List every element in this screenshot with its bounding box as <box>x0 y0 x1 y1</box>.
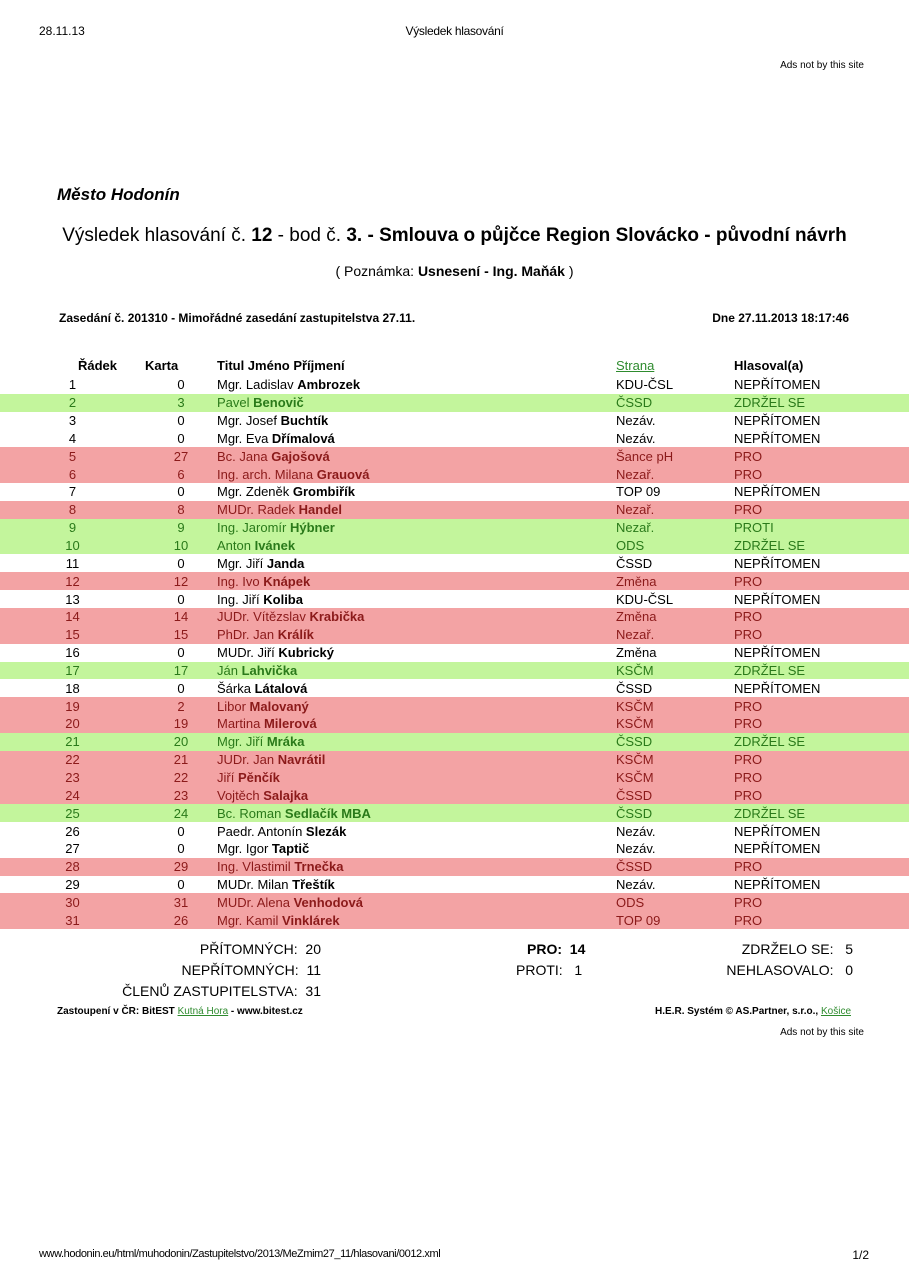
vote-datetime: Dne 27.11.2013 18:17:46 <box>712 311 849 325</box>
member-name <box>217 858 616 876</box>
member-surname: Trnečka <box>294 859 344 875</box>
member-vote: NEPŘÍTOMEN <box>734 413 821 429</box>
member-name <box>217 644 616 662</box>
card-number: 17 <box>173 662 189 678</box>
proti-count: PROTI: 1 <box>516 962 583 978</box>
member-title-firstname: Ing. Jiří <box>217 591 264 607</box>
row-number: 8 <box>68 502 77 518</box>
member-name <box>217 501 616 519</box>
vote-subject: Smlouva o půjčce Region Slovácko - původní návrh <box>379 225 847 246</box>
card-number: 10 <box>173 538 189 554</box>
member-vote: PRO <box>734 716 763 732</box>
row-number: 23 <box>65 769 80 785</box>
member-surname: Malovaný <box>249 698 309 714</box>
col-party[interactable] <box>616 354 734 376</box>
pro-count: PRO: 14 <box>527 941 586 957</box>
card-number: 14 <box>173 609 189 625</box>
member-name <box>217 447 616 465</box>
member-vote: PRO <box>734 573 763 589</box>
col-name: Titul Jméno Příjmení <box>217 357 345 373</box>
member-party: ODS <box>616 894 645 910</box>
member-title-firstname: Ján <box>217 662 242 678</box>
row-number: 14 <box>65 609 80 625</box>
row-number: 5 <box>68 448 77 464</box>
member-party: Nezáv. <box>616 430 656 446</box>
member-vote: NEPŘÍTOMEN <box>734 555 821 571</box>
table-header <box>0 354 909 376</box>
member-title-firstname: Mgr. Ladislav <box>217 377 298 393</box>
member-vote: NEPŘÍTOMEN <box>734 591 821 607</box>
table-row <box>0 483 909 501</box>
card-number: 0 <box>177 645 185 661</box>
kutna-hora-link[interactable]: Kutná Hora <box>177 1006 229 1017</box>
member-surname: Venhodová <box>293 894 363 910</box>
member-party: ČSSD <box>616 805 653 821</box>
member-name <box>217 697 616 715</box>
table-row <box>0 590 909 608</box>
col-row: Řádek <box>78 357 118 373</box>
vote-title <box>0 225 909 247</box>
member-surname: Krabička <box>309 609 365 625</box>
row-number: 13 <box>65 591 80 607</box>
member-name <box>217 876 616 894</box>
member-title-firstname: Anton <box>217 538 255 554</box>
member-title-firstname: Bc. Roman <box>217 805 285 821</box>
card-number: 12 <box>173 573 189 589</box>
member-surname: Gajošová <box>271 448 330 464</box>
member-title-firstname: Ing. arch. Milana <box>217 466 317 482</box>
member-title-firstname: Libor <box>217 698 250 714</box>
city-name: Město Hodonín <box>57 185 180 204</box>
table-row <box>0 769 909 787</box>
member-name <box>217 769 616 787</box>
member-surname: Ivánek <box>254 538 296 554</box>
member-vote: PRO <box>734 698 763 714</box>
member-party: KSČM <box>616 752 654 768</box>
card-number: 31 <box>173 894 189 910</box>
member-vote: NEPŘÍTOMEN <box>734 484 821 500</box>
card-number: 26 <box>173 912 189 928</box>
row-number: 12 <box>65 573 80 589</box>
member-vote: NEPŘÍTOMEN <box>734 377 821 393</box>
vote-note <box>0 263 909 279</box>
table-row <box>0 465 909 483</box>
table-row <box>0 893 909 911</box>
member-surname: Kubrický <box>278 645 335 661</box>
card-number: 29 <box>173 859 189 875</box>
member-party: KSČM <box>616 716 654 732</box>
member-name <box>217 537 616 555</box>
member-surname: Janda <box>266 555 305 571</box>
table-row <box>0 537 909 555</box>
member-surname: Slezák <box>305 823 347 839</box>
member-party: KSČM <box>616 662 654 678</box>
member-name <box>217 822 616 840</box>
card-number: 0 <box>177 555 185 571</box>
row-number: 10 <box>65 538 80 554</box>
page-url: www.hodonin.eu/html/muhodonin/Zastupitelstvo/2013/MeZmim27_11/hlasovani/0012.xml <box>39 1248 441 1260</box>
row-number: 18 <box>65 680 80 696</box>
row-number: 1 <box>68 377 77 393</box>
member-party: Nezáv. <box>616 841 656 857</box>
member-name <box>217 394 616 412</box>
member-title-firstname: Mgr. Eva <box>217 430 272 446</box>
member-party: Změna <box>616 573 657 589</box>
table-row <box>0 501 909 519</box>
table-row <box>0 554 909 572</box>
member-title-firstname: Mgr. Zdeněk <box>217 484 293 500</box>
member-surname: Ambrozek <box>297 377 361 393</box>
row-number: 28 <box>65 859 80 875</box>
member-title-firstname: Ing. Ivo <box>217 573 264 589</box>
member-party: Změna <box>616 609 657 625</box>
member-name <box>217 626 616 644</box>
card-number: 23 <box>173 787 189 803</box>
member-name <box>217 554 616 572</box>
member-title-firstname: Jiří <box>217 769 238 785</box>
member-title-firstname: Šárka <box>217 680 255 696</box>
table-row <box>0 751 909 769</box>
card-number: 0 <box>177 823 185 839</box>
member-vote: PRO <box>734 859 763 875</box>
member-surname: Třeštík <box>292 877 335 893</box>
member-party: ČSSD <box>616 680 653 696</box>
table-row <box>0 412 909 430</box>
member-party: Změna <box>616 645 657 661</box>
table-row <box>0 519 909 537</box>
session-info: Zasedání č. 201310 - Mimořádné zasedání zastupitelstva 27.11. <box>59 311 416 325</box>
member-vote: PRO <box>734 752 763 768</box>
row-number: 7 <box>68 484 77 500</box>
member-title-firstname: Vojtěch <box>217 787 264 803</box>
member-vote: PRO <box>734 912 763 928</box>
member-title-firstname: MUDr. Alena <box>217 894 294 910</box>
member-surname: Buchtík <box>280 413 329 429</box>
table-row <box>0 715 909 733</box>
member-surname: Vinklárek <box>282 912 340 928</box>
table-row <box>0 662 909 680</box>
card-number: 0 <box>177 877 185 893</box>
row-number: 17 <box>65 662 80 678</box>
row-number: 6 <box>68 466 77 482</box>
card-number: 27 <box>173 448 189 464</box>
member-title-firstname: Mgr. Jiří <box>217 734 267 750</box>
member-vote: PRO <box>734 448 763 464</box>
member-surname: Hýbner <box>289 520 335 536</box>
card-number: 0 <box>177 591 185 607</box>
card-number: 0 <box>177 377 185 393</box>
member-party: ČSSD <box>616 734 653 750</box>
member-title-firstname: Mgr. Igor <box>217 841 272 857</box>
note-close: ) <box>564 263 574 279</box>
member-name <box>217 733 616 751</box>
member-name <box>217 804 616 822</box>
member-party: ČSSD <box>616 859 653 875</box>
member-title-firstname: MUDr. Radek <box>217 502 299 518</box>
table-row <box>0 858 909 876</box>
member-title-firstname: Bc. Jana <box>217 448 272 464</box>
member-surname: Mráka <box>266 734 305 750</box>
kosice-link[interactable]: Košice <box>820 1006 851 1017</box>
member-surname: Grombiřík <box>292 484 355 500</box>
member-party: KDU-ČSL <box>616 591 674 607</box>
votes-table <box>0 354 909 929</box>
member-vote: ZDRŽEL SE <box>734 395 806 411</box>
member-title-firstname: Martina <box>217 716 264 732</box>
table-row <box>0 822 909 840</box>
member-title-firstname: Mgr. Josef <box>217 413 281 429</box>
member-name <box>217 893 616 911</box>
member-party: TOP 09 <box>616 484 661 500</box>
print-title: Výsledek hlasování <box>405 24 504 38</box>
member-name <box>217 840 616 858</box>
col-vote: Hlasoval(a) <box>734 357 804 373</box>
row-number: 21 <box>65 734 80 750</box>
table-row <box>0 394 909 412</box>
member-surname: Pěnčík <box>237 769 280 785</box>
member-party: TOP 09 <box>616 912 661 928</box>
present-count: PŘÍTOMNÝCH: 20 <box>199 941 321 957</box>
member-name <box>217 786 616 804</box>
footer-copyright: H.E.R. Systém © AS.Partner, s.r.o., Košice <box>655 1006 851 1017</box>
table-row <box>0 786 909 804</box>
member-title-firstname: JUDr. Jan <box>217 752 278 768</box>
member-title-firstname: Mgr. Kamil <box>217 912 283 928</box>
card-number: 3 <box>177 395 185 411</box>
member-name <box>217 751 616 769</box>
member-vote: PRO <box>734 787 763 803</box>
member-party: Nezař. <box>616 520 655 536</box>
member-title-firstname: Pavel <box>217 395 254 411</box>
table-row <box>0 376 909 394</box>
card-number: 20 <box>173 734 189 750</box>
row-number: 20 <box>65 716 80 732</box>
member-surname: Handel <box>298 502 342 518</box>
member-surname: Milerová <box>263 716 317 732</box>
table-row <box>0 697 909 715</box>
member-party: Nezáv. <box>616 823 656 839</box>
member-name <box>217 483 616 501</box>
vote-number: 12 <box>251 225 273 246</box>
member-vote: NEPŘÍTOMEN <box>734 430 821 446</box>
member-name <box>217 679 616 697</box>
member-vote: PRO <box>734 894 763 910</box>
member-surname: Navrátil <box>277 752 326 768</box>
member-vote: ZDRŽEL SE <box>734 805 806 821</box>
member-party: Nezař. <box>616 466 655 482</box>
member-vote: PRO <box>734 609 763 625</box>
row-number: 9 <box>68 520 77 536</box>
member-vote: ZDRŽEL SE <box>734 538 806 554</box>
member-title-firstname: JUDr. Vítězslav <box>217 609 310 625</box>
card-number: 19 <box>173 716 189 732</box>
member-surname: Dřímalová <box>271 430 335 446</box>
row-number: 31 <box>65 912 80 928</box>
member-party: Nezáv. <box>616 877 656 893</box>
card-number: 0 <box>177 413 185 429</box>
row-number: 24 <box>65 787 80 803</box>
table-row <box>0 804 909 822</box>
absent-count: NEPŘÍTOMNÝCH: 11 <box>181 962 321 978</box>
col-card: Karta <box>145 357 179 373</box>
card-number: 2 <box>177 698 185 714</box>
member-name <box>217 430 616 448</box>
table-row <box>0 447 909 465</box>
table-row <box>0 644 909 662</box>
member-name <box>217 412 616 430</box>
member-party: Nezař. <box>616 502 655 518</box>
member-vote: PRO <box>734 627 763 643</box>
row-number: 15 <box>65 627 80 643</box>
party-sort-link[interactable]: Strana <box>616 357 655 373</box>
member-surname: Králík <box>277 627 314 643</box>
member-title-firstname: Paedr. Antonín <box>217 823 306 839</box>
member-party: ČSSD <box>616 787 653 803</box>
member-vote: NEPŘÍTOMEN <box>734 877 821 893</box>
table-row <box>0 430 909 448</box>
card-number: 8 <box>177 502 185 518</box>
member-title-firstname: Mgr. Jiří <box>217 555 267 571</box>
member-party: KDU-ČSL <box>616 377 674 393</box>
card-number: 24 <box>173 805 189 821</box>
card-number: 22 <box>173 769 189 785</box>
member-title-firstname: Ing. Vlastimil <box>217 859 295 875</box>
member-party: KSČM <box>616 769 654 785</box>
member-vote: NEPŘÍTOMEN <box>734 823 821 839</box>
member-surname: Salajka <box>263 787 309 803</box>
member-vote: NEPŘÍTOMEN <box>734 645 821 661</box>
row-number: 30 <box>65 894 80 910</box>
table-row <box>0 626 909 644</box>
member-vote: PRO <box>734 466 763 482</box>
member-surname: Lahvička <box>241 662 298 678</box>
member-surname: Koliba <box>263 591 303 607</box>
member-surname: Grauová <box>316 466 370 482</box>
row-number: 19 <box>65 698 80 714</box>
member-vote: PRO <box>734 769 763 785</box>
member-surname: Benovič <box>253 395 304 411</box>
row-number: 11 <box>65 555 80 571</box>
nehlasovalo-count: NEHLASOVALO: 0 <box>726 962 853 978</box>
member-name <box>217 465 616 483</box>
ads-notice-top: Ads not by this site <box>780 60 864 71</box>
table-row <box>0 679 909 697</box>
vote-title-mid: - bod č. <box>272 225 347 246</box>
vote-title-prefix: Výsledek hlasování č. <box>62 225 252 246</box>
member-party: ČSSD <box>616 395 653 411</box>
note-text: Usnesení - Ing. Maňák <box>417 263 565 279</box>
note-open: ( Poznámka: <box>335 263 418 279</box>
row-number: 3 <box>68 413 77 429</box>
card-number: 21 <box>173 752 189 768</box>
row-number: 2 <box>68 395 77 411</box>
member-vote: NEPŘÍTOMEN <box>734 680 821 696</box>
member-name <box>217 608 616 626</box>
row-number: 29 <box>65 877 80 893</box>
row-number: 27 <box>65 841 80 857</box>
card-number: 9 <box>177 520 185 536</box>
members-count: ČLENŮ ZASTUPITELSTVA: 31 <box>122 983 321 999</box>
card-number: 0 <box>177 484 185 500</box>
page-number: 1/2 <box>852 1248 869 1262</box>
member-title-firstname: MUDr. Milan <box>217 877 293 893</box>
member-vote: PRO <box>734 502 763 518</box>
member-name <box>217 519 616 537</box>
member-name <box>217 911 616 929</box>
print-date: 28.11.13 <box>39 24 85 38</box>
member-surname: Knápek <box>263 573 311 589</box>
row-number: 4 <box>68 430 77 446</box>
row-number: 25 <box>65 805 80 821</box>
card-number: 0 <box>177 841 185 857</box>
table-row <box>0 733 909 751</box>
member-party: ČSSD <box>616 555 653 571</box>
card-number: 0 <box>177 430 185 446</box>
row-number: 16 <box>65 645 80 661</box>
table-row <box>0 911 909 929</box>
table-row <box>0 840 909 858</box>
ads-notice-bottom: Ads not by this site <box>780 1027 864 1038</box>
member-surname: Sedlačík MBA <box>284 805 371 821</box>
table-row <box>0 572 909 590</box>
member-vote: ZDRŽEL SE <box>734 662 806 678</box>
member-party: KSČM <box>616 698 654 714</box>
table-row <box>0 608 909 626</box>
table-row <box>0 876 909 894</box>
member-title-firstname: PhDr. Jan <box>217 627 278 643</box>
member-name <box>217 376 616 394</box>
member-name <box>217 590 616 608</box>
member-surname: Látalová <box>254 680 308 696</box>
member-vote: NEPŘÍTOMEN <box>734 841 821 857</box>
member-vote: PROTI <box>734 520 774 536</box>
member-name <box>217 572 616 590</box>
footer-representation: Zastoupení v ČR: BitEST Kutná Hora - www.bitest.cz <box>57 1006 303 1017</box>
member-title-firstname: MUDr. Jiří <box>217 645 279 661</box>
member-name <box>217 662 616 680</box>
member-party: Nezař. <box>616 627 655 643</box>
member-surname: Taptič <box>271 841 310 857</box>
member-party: Nezáv. <box>616 413 656 429</box>
card-number: 0 <box>177 680 185 696</box>
member-vote: ZDRŽEL SE <box>734 734 806 750</box>
member-party: ODS <box>616 538 645 554</box>
card-number: 15 <box>173 627 189 643</box>
vote-title-sep: - <box>362 225 380 246</box>
member-party: Šance pH <box>616 448 674 464</box>
zdrzelo-count: ZDRŽELO SE: 5 <box>741 941 853 957</box>
card-number: 6 <box>177 466 185 482</box>
item-number: 3. <box>346 225 363 246</box>
member-name <box>217 715 616 733</box>
row-number: 22 <box>65 752 80 768</box>
member-title-firstname: Ing. Jaromír <box>217 520 290 536</box>
row-number: 26 <box>65 823 80 839</box>
